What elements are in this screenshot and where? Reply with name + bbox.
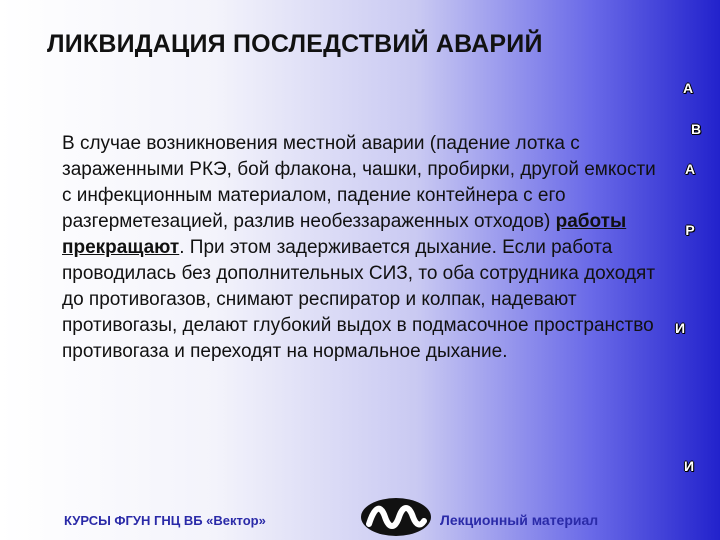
slide-body-text — [62, 131, 670, 365]
body-text-part2: . При этом задерживается дыхание. Если работа проводилась без дополнительных СИЗ, то оба сотрудника доходят до противогазов, снимают респиратор и колпак, надевают противогазы, делают глубокий выдох в подмасочное пространство противогаза и переходят на нормальное дыхание. — [62, 237, 656, 362]
body-text-part1: В случае возникновения местной аварии (падение лотка с зараженными РКЭ, бой флакона, чашки, пробирки, другой емкости с инфекционным материалом, падение контейнера с его разгерметезацией, разлив необеззараженных отходов) — [62, 133, 656, 232]
footer-org-label: КУРСЫ ФГУН ГНЦ ВБ «Вектор» — [64, 513, 266, 528]
side-letter-6: И — [683, 458, 695, 474]
side-letter-3: А — [684, 161, 696, 177]
side-letter-1: А — [682, 80, 694, 96]
footer-material-label: Лекционный материал — [440, 512, 599, 528]
side-letter-5: И — [674, 320, 686, 336]
side-letter-2: В — [690, 121, 702, 137]
vector-logo-icon — [360, 497, 432, 537]
side-letter-4: Р — [685, 222, 695, 238]
slide-title: ЛИКВИДАЦИЯ ПОСЛЕДСТВИЙ АВАРИЙ — [47, 30, 543, 58]
body-text-emphasis: работы прекращают — [62, 211, 627, 258]
